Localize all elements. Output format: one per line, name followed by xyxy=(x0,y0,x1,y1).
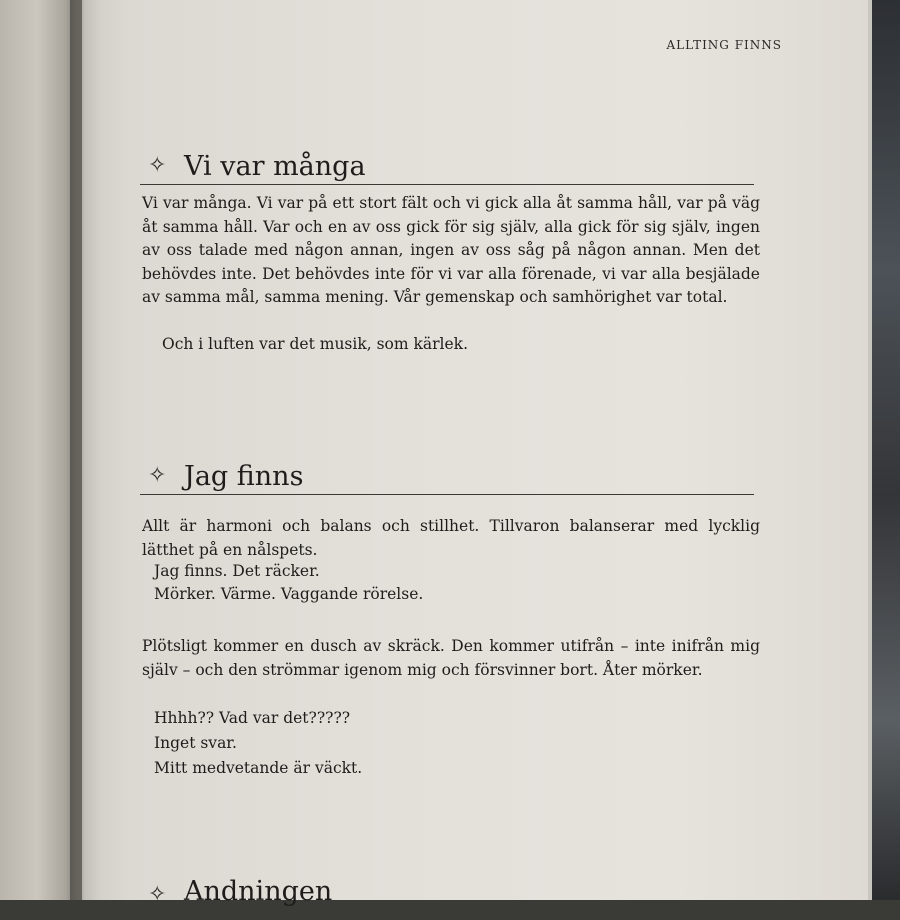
four-point-star-icon: ✧ xyxy=(148,153,167,178)
paragraph-line: Jag finns. Det räcker. xyxy=(154,562,320,580)
paragraph: Vi var många. Vi var på ett stort fält och vi gick alla åt samma håll, var på väg åt samma håll. Var och en av oss gick för sig själv, alla gick för sig själv, ingen av oss talade med någon annan, ingen av oss såg på någon annan. Men det behövdes inte. Det behövdes inte för vi var alla förenade, vi var alla besjälade av samma mål, samma mening. Vår gemenskap och samhörighet var total. xyxy=(142,194,760,306)
paragraph: Allt är harmoni och balans och stillhet. Tillvaron balanserar med lycklig lätthet på en nålspets. xyxy=(142,517,760,559)
section-heading-andningen xyxy=(140,876,754,920)
four-point-star-icon: ✧ xyxy=(148,882,167,907)
section-title: Andningen xyxy=(184,876,333,907)
paragraph-line: Inget svar. xyxy=(154,734,237,752)
paragraph-line: Hhhh?? Vad var det????? xyxy=(154,709,351,727)
paragraph: Plötsligt kommer en dusch av skräck. Den kommer utifrån – inte inifrån mig själv – och den strömmar igenom mig och försvinner bort. Åter mörker. xyxy=(142,637,760,679)
paragraph-line: Mitt medvetande är väckt. xyxy=(154,759,363,777)
book-gutter xyxy=(70,0,100,900)
paragraph: Och i luften var det musik, som kärlek. xyxy=(162,335,468,353)
section-title: Jag finns xyxy=(184,461,304,492)
section-heading-vi-var-manga xyxy=(140,144,754,185)
section-heading-jag-finns xyxy=(140,454,754,495)
background-surface xyxy=(868,0,900,900)
running-header: ALLTING FINNS xyxy=(666,38,782,52)
four-point-star-icon: ✧ xyxy=(148,463,167,488)
section-title: Vi var många xyxy=(184,151,366,182)
paragraph-line: Mörker. Värme. Vaggande rörelse. xyxy=(154,585,424,603)
